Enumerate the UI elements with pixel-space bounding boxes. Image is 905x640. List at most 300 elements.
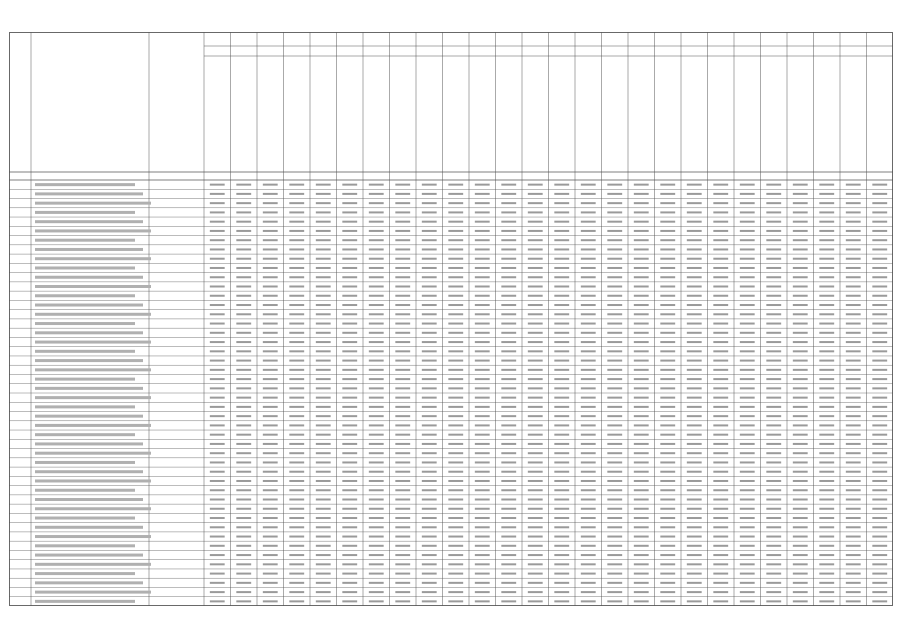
table-cell [316, 489, 331, 491]
table-cell [369, 211, 384, 213]
table-cell [793, 434, 808, 436]
table-cell [501, 397, 516, 399]
table-cell [819, 387, 834, 389]
table-cell [872, 600, 887, 602]
table-cell [607, 221, 622, 223]
table-cell [448, 545, 463, 547]
table-cell [872, 443, 887, 445]
table-cell [369, 221, 384, 223]
table-cell [687, 573, 702, 575]
table-cell [819, 434, 834, 436]
table-cell [369, 184, 384, 186]
table-cell [740, 573, 755, 575]
table-cell [369, 397, 384, 399]
table-cell [766, 221, 781, 223]
table-cell [448, 591, 463, 593]
table-cell [660, 295, 675, 297]
table-cell [554, 452, 569, 454]
table-cell [501, 517, 516, 519]
table-cell [607, 600, 622, 602]
table-cell [342, 304, 357, 306]
table-cell [713, 184, 728, 186]
table-cell [289, 313, 304, 315]
table-cell [236, 424, 251, 426]
table-cell [210, 211, 225, 213]
table-cell [369, 600, 384, 602]
table-cell [289, 378, 304, 380]
table-cell [342, 406, 357, 408]
table-cell [819, 461, 834, 463]
table-cell [236, 248, 251, 250]
table-cell [210, 323, 225, 325]
table-cell [448, 211, 463, 213]
table-cell [740, 517, 755, 519]
table-cell [422, 211, 437, 213]
table-cell [554, 286, 569, 288]
table-cell [289, 526, 304, 528]
table-cell [448, 378, 463, 380]
table-cell [422, 378, 437, 380]
table-cell [793, 526, 808, 528]
table-cell [263, 406, 278, 408]
table-cell [634, 591, 649, 593]
table-cell [660, 360, 675, 362]
table-cell [501, 193, 516, 195]
table-cell [289, 424, 304, 426]
table-cell [448, 286, 463, 288]
table-cell [713, 424, 728, 426]
table-cell [581, 406, 596, 408]
table-cell [581, 434, 596, 436]
table-cell [289, 295, 304, 297]
table-cell [687, 323, 702, 325]
table-cell [342, 295, 357, 297]
table-cell [766, 258, 781, 260]
table-cell [660, 591, 675, 593]
table-cell [289, 360, 304, 362]
table-cell [713, 397, 728, 399]
table-cell [263, 397, 278, 399]
table-cell [448, 415, 463, 417]
table-cell [448, 582, 463, 584]
table-cell [210, 341, 225, 343]
table-cell [607, 480, 622, 482]
table-cell [687, 600, 702, 602]
table-cell [607, 573, 622, 575]
table-cell [687, 563, 702, 565]
table-cell [846, 258, 861, 260]
table-cell [316, 193, 331, 195]
table-cell [846, 554, 861, 556]
table-cell [316, 434, 331, 436]
table-cell [210, 313, 225, 315]
table-cell [342, 600, 357, 602]
table-cell [660, 184, 675, 186]
table-cell [528, 480, 543, 482]
row-label-cell [35, 424, 151, 427]
table-cell [607, 267, 622, 269]
table-cell [819, 202, 834, 204]
report-table [9, 32, 893, 611]
table-cell [581, 582, 596, 584]
table-cell [236, 221, 251, 223]
table-cell [713, 276, 728, 278]
table-cell [740, 341, 755, 343]
table-cell [395, 221, 410, 223]
table-cell [395, 323, 410, 325]
table-cell [210, 267, 225, 269]
table-cell [210, 443, 225, 445]
row-label-cell [35, 600, 135, 603]
table-cell [448, 221, 463, 223]
table-cell [660, 323, 675, 325]
table-cell [422, 480, 437, 482]
table-cell [369, 286, 384, 288]
table-cell [819, 424, 834, 426]
table-cell [634, 517, 649, 519]
table-cell [422, 369, 437, 371]
table-cell [607, 461, 622, 463]
table-cell [687, 184, 702, 186]
table-cell [236, 489, 251, 491]
table-cell [766, 378, 781, 380]
table-cell [660, 600, 675, 602]
table-cell [289, 480, 304, 482]
table-cell [687, 508, 702, 510]
table-cell [634, 295, 649, 297]
table-cell [448, 387, 463, 389]
table-cell [581, 184, 596, 186]
table-cell [448, 554, 463, 556]
table-cell [316, 600, 331, 602]
table-cell [448, 258, 463, 260]
table-cell [448, 424, 463, 426]
table-cell [369, 387, 384, 389]
table-cell [528, 184, 543, 186]
table-cell [713, 313, 728, 315]
table-grid [9, 32, 893, 606]
table-cell [528, 499, 543, 501]
table-cell [528, 508, 543, 510]
table-cell [554, 600, 569, 602]
table-cell [660, 443, 675, 445]
table-cell [210, 461, 225, 463]
table-cell [289, 591, 304, 593]
table-cell [210, 591, 225, 593]
table-cell [501, 582, 516, 584]
table-cell [422, 397, 437, 399]
table-cell [846, 332, 861, 334]
table-cell [342, 313, 357, 315]
table-cell [501, 434, 516, 436]
table-cell [316, 443, 331, 445]
table-cell [528, 406, 543, 408]
table-cell [289, 239, 304, 241]
table-cell [554, 471, 569, 473]
table-cell [316, 313, 331, 315]
table-cell [687, 230, 702, 232]
table-cell [660, 489, 675, 491]
table-cell [316, 267, 331, 269]
table-cell [316, 230, 331, 232]
table-cell [422, 554, 437, 556]
table-cell [316, 304, 331, 306]
table-cell [263, 295, 278, 297]
table-cell [846, 471, 861, 473]
table-cell [236, 267, 251, 269]
table-cell [740, 304, 755, 306]
table-cell [395, 211, 410, 213]
table-cell [554, 387, 569, 389]
table-cell [316, 350, 331, 352]
table-cell [607, 258, 622, 260]
table-cell [528, 452, 543, 454]
table-cell [793, 295, 808, 297]
table-cell [793, 248, 808, 250]
table-cell [528, 397, 543, 399]
table-cell [687, 471, 702, 473]
table-cell [846, 573, 861, 575]
table-cell [342, 424, 357, 426]
table-cell [475, 193, 490, 195]
table-cell [369, 369, 384, 371]
table-cell [289, 443, 304, 445]
table-cell [210, 434, 225, 436]
table-cell [501, 563, 516, 565]
table-cell [528, 378, 543, 380]
table-cell [316, 202, 331, 204]
row-label-cell [35, 331, 143, 334]
table-cell [528, 230, 543, 232]
table-cell [740, 434, 755, 436]
table-cell [263, 360, 278, 362]
table-cell [395, 258, 410, 260]
table-cell [634, 536, 649, 538]
table-cell [528, 526, 543, 528]
table-cell [528, 471, 543, 473]
table-cell [687, 341, 702, 343]
table-cell [475, 499, 490, 501]
table-cell [395, 526, 410, 528]
table-cell [369, 452, 384, 454]
table-cell [554, 193, 569, 195]
table-cell [263, 304, 278, 306]
table-cell [581, 424, 596, 426]
table-cell [872, 582, 887, 584]
table-cell [740, 443, 755, 445]
table-cell [263, 378, 278, 380]
table-cell [528, 369, 543, 371]
table-cell [687, 489, 702, 491]
table-cell [316, 517, 331, 519]
table-cell [316, 591, 331, 593]
table-cell [210, 526, 225, 528]
table-cell [819, 452, 834, 454]
table-cell [316, 499, 331, 501]
table-cell [581, 397, 596, 399]
table-cell [422, 415, 437, 417]
table-cell [554, 267, 569, 269]
table-cell [554, 415, 569, 417]
table-cell [607, 591, 622, 593]
table-cell [687, 304, 702, 306]
table-cell [528, 267, 543, 269]
table-cell [501, 323, 516, 325]
table-cell [687, 406, 702, 408]
table-cell [528, 591, 543, 593]
table-cell [554, 350, 569, 352]
table-cell [713, 221, 728, 223]
row-label-cell [35, 266, 135, 269]
row-label-cell [35, 257, 151, 260]
table-cell [475, 202, 490, 204]
table-cell [872, 563, 887, 565]
table-cell [740, 452, 755, 454]
table-cell [634, 313, 649, 315]
table-cell [369, 526, 384, 528]
table-cell [528, 554, 543, 556]
table-cell [422, 424, 437, 426]
table-cell [740, 378, 755, 380]
table-cell [289, 193, 304, 195]
table-cell [528, 360, 543, 362]
table-cell [342, 489, 357, 491]
table-cell [263, 554, 278, 556]
table-cell [766, 248, 781, 250]
table-cell [316, 508, 331, 510]
table-cell [342, 332, 357, 334]
table-cell [210, 378, 225, 380]
table-cell [793, 499, 808, 501]
table-cell [422, 508, 437, 510]
table-cell [687, 211, 702, 213]
table-cell [210, 499, 225, 501]
table-cell [793, 350, 808, 352]
table-cell [316, 424, 331, 426]
table-cell [528, 323, 543, 325]
table-cell [740, 563, 755, 565]
table-cell [872, 471, 887, 473]
table-cell [236, 471, 251, 473]
table-cell [395, 434, 410, 436]
table-cell [342, 415, 357, 417]
table-cell [634, 248, 649, 250]
table-cell [501, 471, 516, 473]
table-cell [263, 573, 278, 575]
table-cell [660, 202, 675, 204]
table-cell [342, 276, 357, 278]
table-cell [872, 536, 887, 538]
table-cell [766, 286, 781, 288]
table-cell [316, 554, 331, 556]
table-cell [448, 480, 463, 482]
table-cell [554, 508, 569, 510]
table-cell [607, 499, 622, 501]
table-cell [448, 443, 463, 445]
table-cell [740, 369, 755, 371]
table-cell [210, 406, 225, 408]
table-cell [422, 573, 437, 575]
table-cell [475, 323, 490, 325]
table-cell [289, 258, 304, 260]
table-cell [766, 295, 781, 297]
table-cell [554, 369, 569, 371]
table-cell [528, 489, 543, 491]
table-cell [263, 202, 278, 204]
table-cell [660, 378, 675, 380]
table-cell [263, 508, 278, 510]
table-cell [660, 267, 675, 269]
table-cell [687, 397, 702, 399]
table-cell [581, 341, 596, 343]
table-cell [846, 452, 861, 454]
table-cell [395, 563, 410, 565]
table-cell [263, 341, 278, 343]
table-cell [501, 573, 516, 575]
table-cell [369, 323, 384, 325]
table-cell [793, 508, 808, 510]
table-cell [289, 582, 304, 584]
table-cell [236, 230, 251, 232]
table-cell [607, 508, 622, 510]
table-cell [872, 184, 887, 186]
table-cell [422, 499, 437, 501]
table-cell [793, 480, 808, 482]
table-cell [422, 591, 437, 593]
table-cell [846, 378, 861, 380]
table-cell [369, 591, 384, 593]
table-cell [687, 387, 702, 389]
table-cell [766, 545, 781, 547]
table-cell [554, 480, 569, 482]
table-cell [236, 332, 251, 334]
table-cell [422, 387, 437, 389]
table-cell [581, 387, 596, 389]
table-cell [687, 193, 702, 195]
table-cell [263, 230, 278, 232]
table-cell [793, 461, 808, 463]
table-cell [528, 258, 543, 260]
table-cell [263, 332, 278, 334]
table-cell [395, 461, 410, 463]
table-cell [501, 184, 516, 186]
table-cell [766, 582, 781, 584]
table-cell [819, 573, 834, 575]
table-cell [395, 489, 410, 491]
table-cell [369, 582, 384, 584]
table-cell [422, 452, 437, 454]
table-cell [607, 443, 622, 445]
table-cell [342, 387, 357, 389]
table-cell [634, 471, 649, 473]
table-cell [660, 424, 675, 426]
table-cell [872, 415, 887, 417]
table-cell [793, 193, 808, 195]
row-label-cell [35, 396, 151, 399]
table-cell [475, 406, 490, 408]
table-cell [766, 480, 781, 482]
table-cell [475, 387, 490, 389]
table-cell [236, 378, 251, 380]
table-cell [660, 286, 675, 288]
table-cell [448, 526, 463, 528]
table-cell [448, 499, 463, 501]
table-cell [634, 480, 649, 482]
table-cell [793, 573, 808, 575]
table-cell [289, 369, 304, 371]
table-cell [713, 332, 728, 334]
table-cell [713, 536, 728, 538]
